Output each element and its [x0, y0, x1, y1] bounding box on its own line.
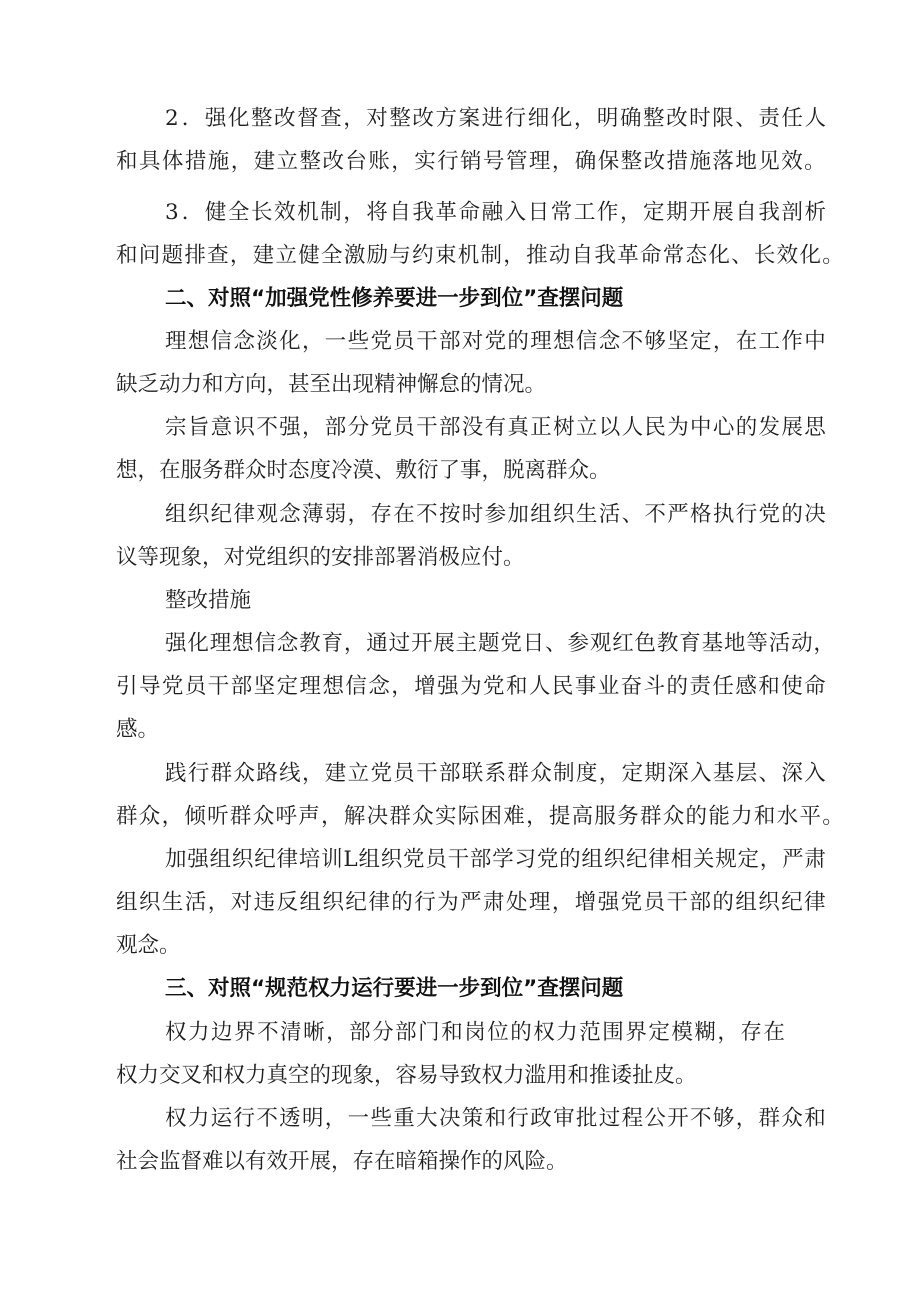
section-heading: 二、对照“加强党性修养要进一步到位”查摆问题 [165, 286, 624, 311]
paragraph-line: 观念。 [116, 933, 181, 958]
paragraph-line: 群 众 ， 倾 听 群 众 呼 声 ， 解 决 群 众 实 际 困 难 ， 提 高 服 务 群 众 的 能 力 和 水 平 。 [116, 804, 844, 829]
paragraph-line: 宗 旨 意 识 不 强 ， 部 分 党 员 干 部 没 有 真 正 树 立 以 人 民 为 中 心 的 发 展 思 [165, 415, 826, 440]
paragraph-line: 理 想 信 念 淡 化 ， 一 些 党 员 干 部 对 党 的 理 想 信 念 不 够 坚 定 ， 在 工 作 中 [165, 329, 826, 354]
paragraph-line: 强 化 理 想 信 念 教 育 ， 通 过 开 展 主 题 党 日 、 参 观 红 色 教 育 基 地 等 活 动 ， [165, 631, 835, 656]
paragraph-line: 2 ． 强 化 整 改 督 查 ， 对 整 改 方 案 进 行 细 化 ， 明 确 整 改 时 限 、 责 任 人 [165, 106, 826, 131]
paragraph-line: 缺乏动力和方向，甚至出现精神懈怠的情况。 [116, 372, 547, 397]
paragraph-line: 3 ． 健 全 长 效 机 制 ， 将 自 我 革 命 融 入 日 常 工 作 ， 定 期 开 展 自 我 剖 析 [165, 200, 826, 225]
paragraph-line: 践 行 群 众 路 线 ， 建 立 党 员 干 部 联 系 群 众 制 度 ， 定 期 深 入 基 层 、 深 入 [165, 761, 826, 786]
paragraph-line: 感。 [116, 717, 160, 742]
subheading: 整改措施 [165, 588, 252, 613]
paragraph-line: 组 织 纪 律 观 念 薄 弱 ， 存 在 不 按 时 参 加 组 织 生 活 、 不 严 格 执 行 党 的 决 [165, 502, 826, 527]
paragraph-line: 议等现象，对党组织的安排部署消极应付。 [116, 545, 525, 570]
paragraph-line: 想，在服务群众时态度冷漠、敷衍了事，脱离群众。 [116, 458, 611, 483]
paragraph-line: 加 强 组 织 纪 律 培 训 L 组 织 党 员 干 部 学 习 党 的 组 织 纪 律 相 关 规 定 ， 严 肃 [165, 847, 826, 872]
paragraph-line: 权力交叉和权力真空的现象，容易导致权力滥用和推诿扯皮。 [116, 1063, 697, 1088]
paragraph-line: 引 导 党 员 干 部 坚 定 理 想 信 念 ， 增 强 为 党 和 人 民 事 业 奋 斗 的 责 任 感 和 使 命 [116, 674, 826, 699]
paragraph-line: 社会监督难以有效开展，存在暗箱操作的风险。 [116, 1149, 568, 1174]
paragraph-line: 和 问 题 排 查 ， 建 立 健 全 激 励 与 约 束 机 制 ， 推 动 自 我 革 命 常 态 化 、 长 效 化 。 [116, 243, 844, 268]
paragraph-line: 权 力 运 行 不 透 明 ， 一 些 重 大 决 策 和 行 政 审 批 过 程 公 开 不 够 ， 群 众 和 [165, 1106, 826, 1131]
section-heading: 三、对照“规范权力运行要进一步到位”查摆问题 [165, 976, 624, 1001]
paragraph-line: 组 织 生 活 ， 对 违 反 组 织 纪 律 的 行 为 严 肃 处 理 ， 增 强 党 员 干 部 的 组 织 纪 律 [116, 890, 826, 915]
paragraph-line: 权 力 边 界 不 清 晰 ， 部 分 部 门 和 岗 位 的 权 力 范 围 界 定 模 糊 ， 存 在 [165, 1020, 785, 1045]
paragraph-line: 和 具 体 措 施 ， 建 立 整 改 台 账 ， 实 行 销 号 管 理 ， 确 保 整 改 措 施 落 地 见 效 。 [116, 149, 826, 174]
